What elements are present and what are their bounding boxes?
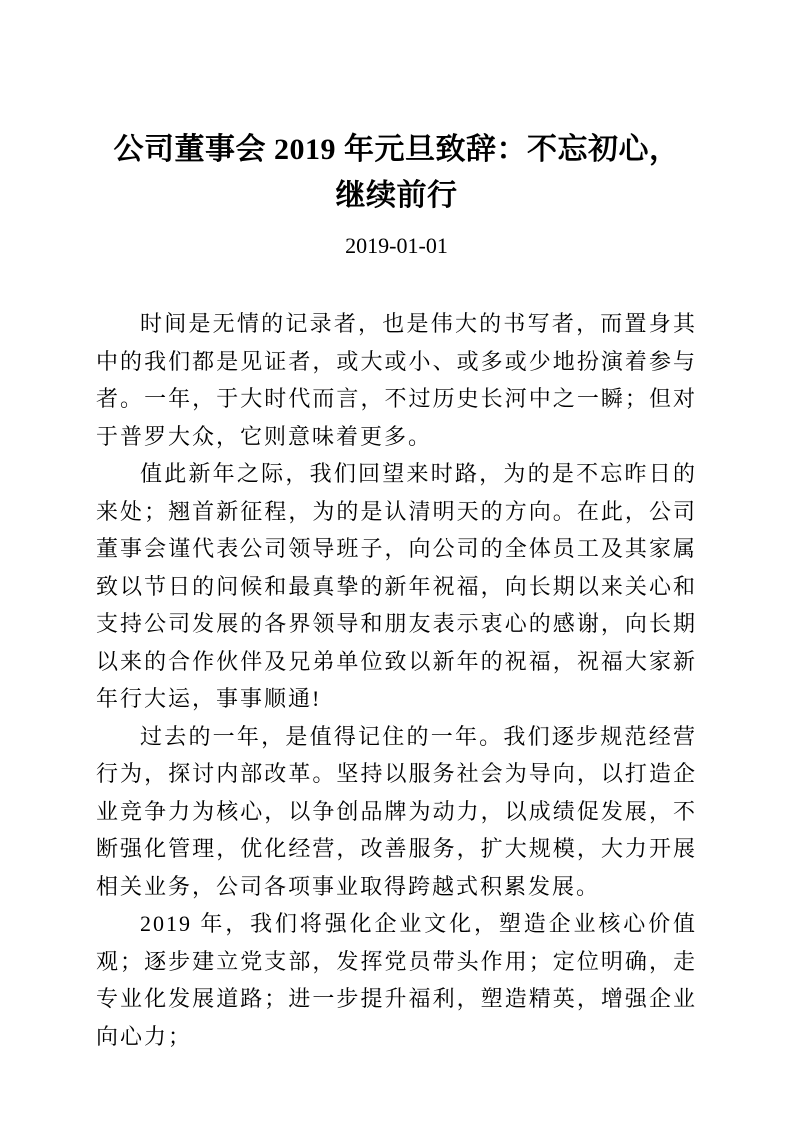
paragraph: 时间是无情的记录者，也是伟大的书写者，而置身其中的我们都是见证者，或大或小、或多或少地扮演着参与者。一年，于大时代而言，不过历史长河中之一瞬；但对于普罗大众，它则意味着更多。 <box>96 311 697 449</box>
paragraph: 2019 年，我们将强化企业文化，塑造企业核心价值观；逐步建立党支部，发挥党员带头作用；定位明确，走专业化发展道路；进一步提升福利，塑造精英，增强企业向心力； <box>96 911 697 1049</box>
document-body <box>96 305 697 1055</box>
document-title-line-2: 继续前行 <box>335 179 458 212</box>
document-title <box>96 127 697 219</box>
paragraph: 值此新年之际，我们回望来时路，为的是不忘昨日的来处；翘首新征程，为的是认清明天的方向。在此，公司董事会谨代表公司领导班子，向公司的全体员工及其家属致以节日的问候和最真挚的新年祝福，向长期以来关心和支持公司发展的各界领导和朋友表示衷心的感谢，向长期以来的合作伙伴及兄弟单位致以新年的祝福，祝福大家新年行大运，事事顺通! <box>96 461 697 711</box>
document-title-line-1: 公司董事会 2019 年元旦致辞：不忘初心， <box>113 133 680 166</box>
paragraph: 过去的一年，是值得记住的一年。我们逐步规范经营行为，探讨内部改革。坚持以服务社会为导向，以打造企业竞争力为核心，以争创品牌为动力，以成绩促发展，不断强化管理，优化经营，改善服务，扩大规模，大力开展相关业务，公司各项事业取得跨越式积累发展。 <box>96 723 697 899</box>
document-date: 2019-01-01 <box>345 233 448 258</box>
